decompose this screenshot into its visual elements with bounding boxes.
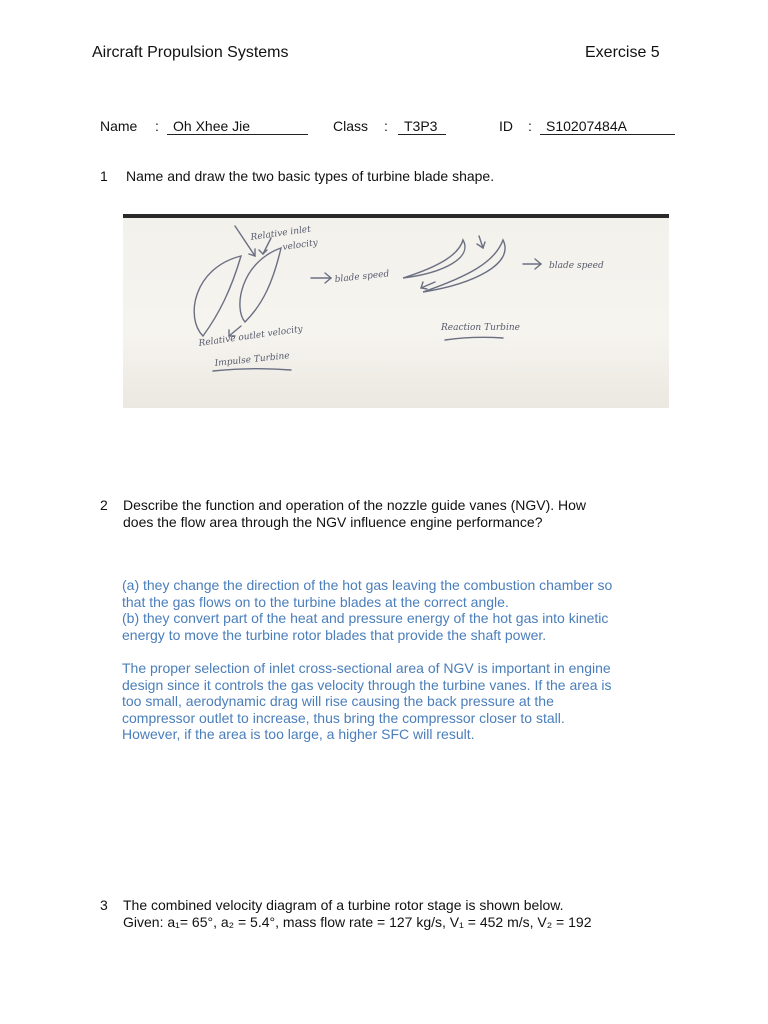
name-separator: : (155, 118, 159, 134)
question-2-number: 2 (100, 497, 108, 513)
question-1-text: Name and draw the two basic types of turbine blade shape. (126, 168, 495, 184)
impulse-turbine-label: Impulse Turbine (214, 351, 291, 369)
document-title: Aircraft Propulsion Systems (92, 44, 289, 61)
answer-para-line-1: The proper selection of inlet cross-sectional area of NGV is important in engine (122, 660, 611, 676)
class-field[interactable]: T3P3 (398, 118, 446, 135)
impulse-blade-1 (194, 256, 241, 336)
exercise-number: Exercise 5 (585, 44, 660, 61)
relative-outlet-label: Relative outlet velocity (198, 324, 304, 349)
relative-inlet-label-2: velocity (282, 238, 319, 253)
answer-b-line-2: energy to move the turbine rotor blades that provide the shaft power. (122, 627, 547, 643)
name-label: Name (100, 118, 138, 134)
question-3-line-1: The combined velocity diagram of a turbine rotor stage is shown below. (123, 897, 564, 913)
reaction-underline (445, 337, 503, 340)
answer-para-line-4: compressor outlet to increase, thus bring the compressor closer to stall. (122, 710, 565, 726)
blade-speed-label-left: blade speed (334, 269, 390, 285)
blade-speed-label-right: blade speed (549, 261, 604, 271)
answer-para-line-5: However, if the area is too large, a higher SFC will result. (122, 726, 475, 742)
id-separator: : (528, 118, 532, 134)
impulse-blade-2 (240, 248, 281, 322)
turbine-blade-sketch (123, 218, 669, 408)
impulse-underline (213, 369, 291, 371)
relative-inlet-label-1: Relative inlet (250, 224, 312, 243)
answer-a-line-1: (a) they change the direction of the hot gas leaving the combustion chamber so (122, 577, 613, 593)
id-label: ID (499, 118, 513, 134)
turbine-blade-sketch-photo (123, 214, 669, 408)
id-field[interactable]: S10207484A (540, 118, 675, 135)
class-label: Class (333, 118, 369, 134)
question-2-line-1: Describe the function and operation of the nozzle guide vanes (NGV). How (123, 497, 587, 513)
reaction-turbine-label: Reaction Turbine (441, 323, 520, 333)
answer-b-line-1: (b) they convert part of the heat and pressure energy of the hot gas into kinetic (122, 610, 609, 626)
class-separator: : (384, 118, 388, 134)
question-2-line-2: does the flow area through the NGV influence engine performance? (123, 514, 543, 530)
answer-para-line-3: too small, aerodynamic drag will rise causing the back pressure at the (122, 693, 554, 709)
question-3-number: 3 (100, 897, 108, 913)
answer-a-line-2: that the gas flows on to the turbine blades at the correct angle. (122, 594, 509, 610)
question-1-number: 1 (100, 168, 108, 184)
answer-para-line-2: design since it controls the gas velocity through the turbine vanes. If the area is (122, 677, 612, 693)
question-3-line-2: Given: a₁= 65°, a₂ = 5.4°, mass flow rate = 127 kg/s, V₁ = 452 m/s, V₂ = 192 (123, 914, 592, 930)
name-field[interactable]: Oh Xhee Jie (167, 118, 308, 135)
reaction-blade-1 (403, 240, 465, 278)
